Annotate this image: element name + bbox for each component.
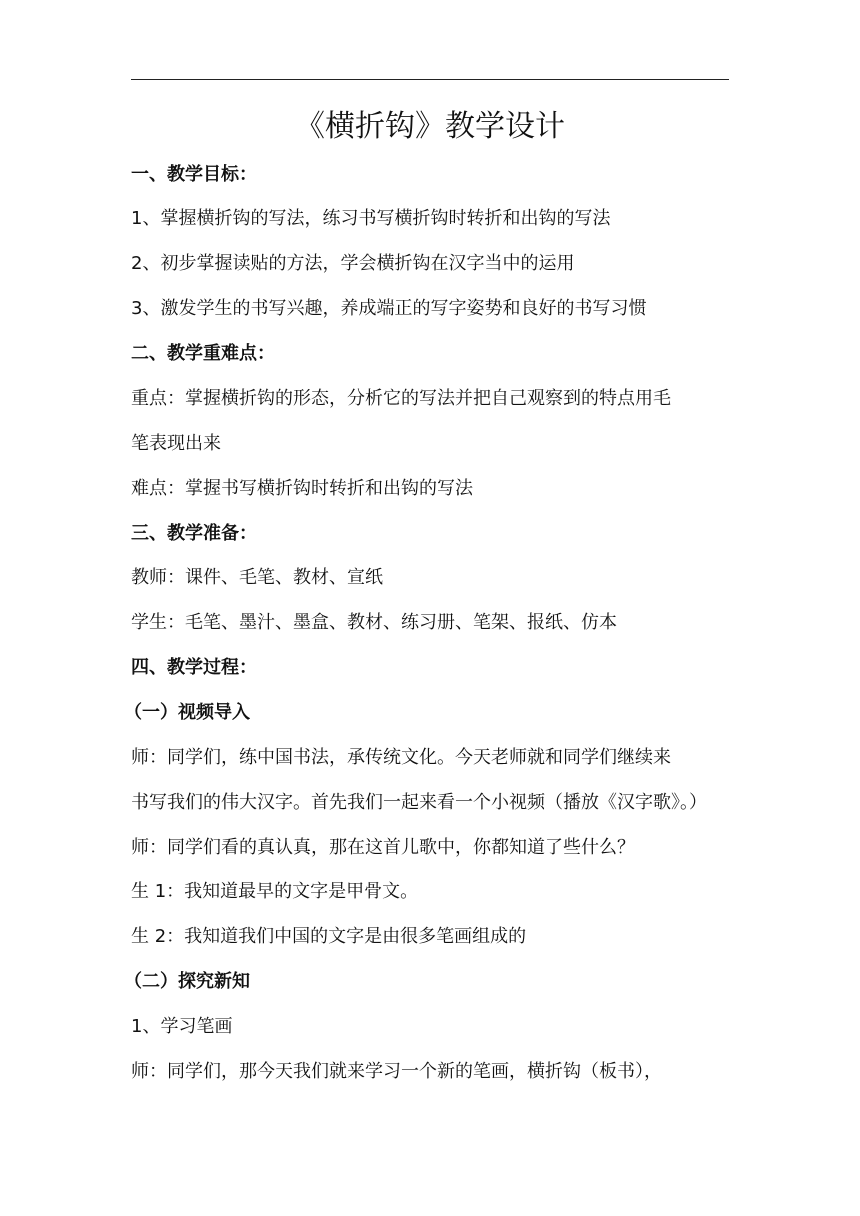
dialogue-line-3: 师：同学们看的真认真，那在这首儿歌中，你都知道了些什么？ [131,837,635,858]
student-materials-line: 学生：毛笔、墨汁、墨盒、教材、练习册、笔架、报纸、仿本 [131,612,617,633]
goal-item-2: 2、初步掌握读贴的方法，学会横折钩在汉字当中的运用 [131,253,575,274]
student-answer-1: 生 1：我知道最早的文字是甲骨文。 [131,881,419,902]
subsection-heading-video-intro: （一）视频导入 [124,702,250,723]
goal-item-1: 1、掌握横折钩的写法，练习书写横折钩时转折和出钩的写法 [131,208,611,229]
document-title: 《横折钩》教学设计 [295,109,565,144]
subsection-heading-explore-new: （二）探究新知 [124,971,250,992]
section-heading-teaching-process: 四、教学过程： [131,657,257,678]
teacher-materials-line: 教师：课件、毛笔、教材、宣纸 [131,567,383,588]
step-learn-stroke: 1、学习笔画 [131,1016,233,1037]
dialogue-line-4: 师：同学们，那今天我们就来学习一个新的笔画，横折钩（板书）， [131,1061,662,1082]
section-heading-preparation: 三、教学准备： [131,523,257,544]
header-rule [131,79,729,80]
goal-item-3: 3、激发学生的书写兴趣，养成端正的写字姿势和良好的书写习惯 [131,298,647,319]
key-point-line-1: 重点：掌握横折钩的形态，分析它的写法并把自己观察到的特点用毛 [131,388,671,409]
section-heading-key-difficult-points: 二、教学重难点： [131,343,275,364]
dialogue-line-2: 书写我们的伟大汉字。首先我们一起来看一个小视频（播放《汉字歌》。） [131,792,707,813]
difficult-point-line: 难点：掌握书写横折钩时转折和出钩的写法 [131,478,473,499]
key-point-line-2: 笔表现出来 [131,433,221,454]
dialogue-line-1: 师：同学们，练中国书法，承传统文化。今天老师就和同学们继续来 [131,747,671,768]
student-answer-2: 生 2：我知道我们中国的文字是由很多笔画组成的 [131,926,527,947]
section-heading-teaching-goals: 一、教学目标： [131,164,257,185]
